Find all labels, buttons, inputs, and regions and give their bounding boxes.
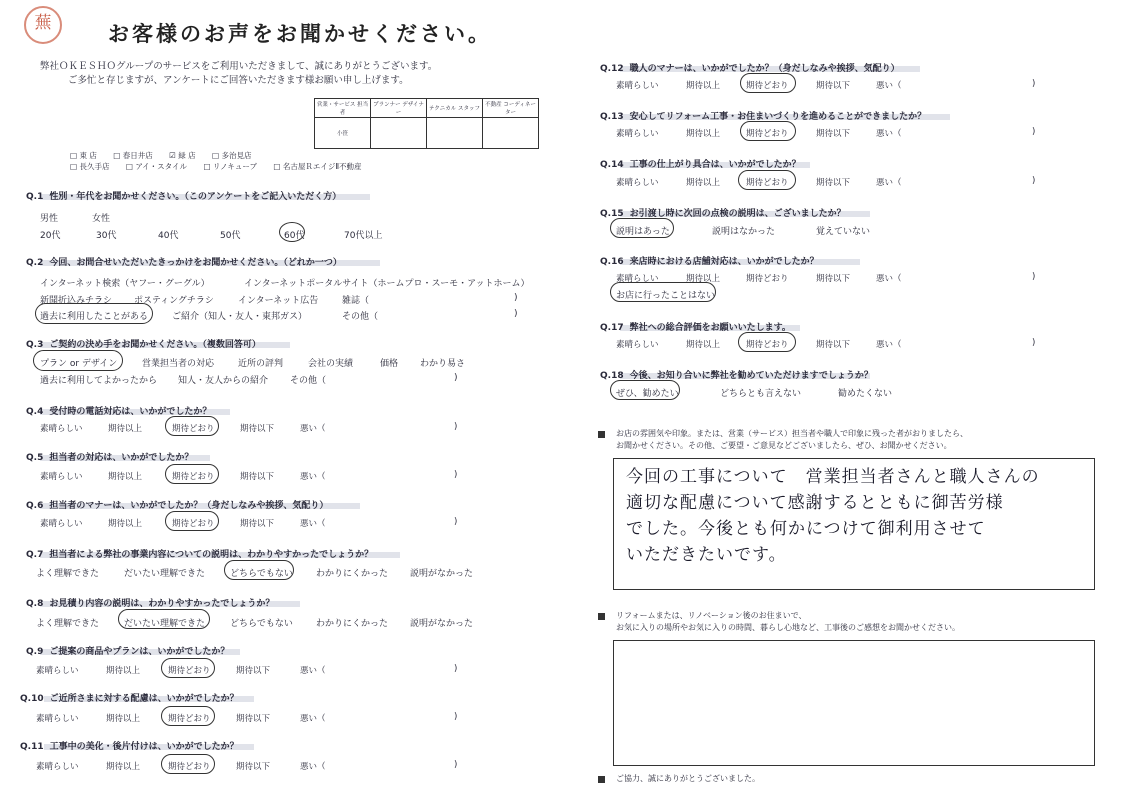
question-7: Q.7 担当者による弊社の事業内容についての説明は、わかりやすかったでしょうか？ [26, 550, 374, 560]
rating-excellent[interactable]: 素晴らしい [40, 472, 83, 482]
rating-above[interactable]: 期待以上 [106, 762, 141, 772]
rating-bad[interactable]: 悪い（ [876, 178, 902, 188]
option-other[interactable]: その他（ [290, 376, 327, 386]
question-6: Q.6 担当者のマナーは、いかがでしたか？（身だしなみや挨拶、気配り） [26, 501, 329, 511]
handwritten-comment [626, 464, 1040, 568]
answer-circle [224, 560, 294, 580]
bullet-square [598, 613, 605, 620]
rating-bad[interactable]: 悪い（ [876, 81, 902, 91]
option-posting-flyer[interactable]: ポスティングチラシ [134, 296, 214, 306]
store-checkbox[interactable]: □ 多治見店 [212, 151, 252, 160]
rating-expected[interactable]: 期待どおり [172, 519, 215, 529]
option-past-good[interactable]: 過去に利用してよかったから [40, 376, 158, 386]
rating-below[interactable]: 期待以下 [816, 81, 851, 91]
rating-expected[interactable]: 期待どおり [168, 666, 211, 676]
rating-excellent[interactable]: 素晴らしい [36, 666, 79, 676]
option-friend-referral[interactable]: 知人・友人からの紹介 [178, 376, 269, 386]
rating-above[interactable]: 期待以上 [686, 81, 721, 91]
store-checkbox[interactable]: □ アイ・スタイル [125, 162, 188, 171]
rating-excellent[interactable]: 素晴らしい [36, 762, 79, 772]
rating-expected[interactable]: 期待どおり [746, 129, 789, 139]
rating-excellent[interactable]: 素晴らしい [616, 340, 659, 350]
staff-realestate-name[interactable] [483, 118, 539, 149]
rating-bad[interactable]: 悪い（ [300, 424, 326, 434]
option-plan-design[interactable]: プラン or デザイン [40, 359, 118, 369]
store-checklist [70, 150, 376, 172]
rating-below[interactable]: 期待以下 [240, 424, 275, 434]
store-checkbox[interactable]: □ 春日井店 [113, 151, 153, 160]
rating-bad[interactable]: 悪い（ [300, 519, 326, 529]
rating-below[interactable]: 期待以下 [236, 714, 271, 724]
store-checkbox[interactable]: □ 名古屋ＲエイジⅡ不動産 [273, 162, 362, 171]
handwritten-line-1: 今回の工事について 営業担当者さんと職人さんの [626, 467, 1040, 487]
question-9: Q.9 ご提案の商品やプランは、いかがでしたか？ [26, 647, 230, 657]
answer-circle [161, 706, 215, 726]
store-checkbox[interactable]: □ リノキューブ [203, 162, 257, 171]
close-paren: ) [514, 293, 518, 303]
option-70s[interactable]: 70代以上 [344, 231, 383, 241]
option-track-record[interactable]: 会社の実績 [308, 359, 354, 369]
option-understood-well[interactable]: よく理解できた [36, 569, 100, 579]
option-female[interactable]: 女性 [92, 214, 111, 224]
close-paren: ) [1032, 79, 1036, 89]
option-past-user[interactable]: 過去に利用したことがある [40, 312, 149, 322]
answer-circle [161, 658, 215, 678]
page-title: お客様のお声をお聞かせください。 [108, 22, 492, 46]
question-15: Q.15 お引渡し時に次回の点検の説明は、ございましたか？ [600, 209, 846, 219]
company-seal: 蕪 [24, 6, 62, 44]
answer-circle [165, 464, 219, 484]
rating-bad[interactable]: 悪い（ [876, 340, 902, 350]
option-40s[interactable]: 40代 [158, 231, 179, 241]
answer-circle [165, 511, 219, 531]
bullet-square [598, 776, 605, 783]
close-paren: ) [454, 760, 458, 770]
rating-below[interactable]: 期待以下 [240, 519, 275, 529]
rating-expected[interactable]: 期待どおり [168, 762, 211, 772]
option-neutral[interactable]: どちらでもない [230, 619, 293, 629]
option-30s[interactable]: 30代 [96, 231, 117, 241]
comment-prompt-1: お店の雰囲気や印象。または、営業（サービス）担当者や職人で印象に残った者がおりましたら、 お聞かせください。その他、ご要望・ご意見などございましたら、ぜひ、お聞かせください。 [616, 429, 968, 450]
staff-header-technical: テクニカル スタッフ [427, 99, 483, 118]
rating-below[interactable]: 期待以下 [816, 340, 851, 350]
option-mostly-understood[interactable]: だいたい理解できた [124, 569, 206, 579]
question-11: Q.11 工事中の美化・後片付けは、いかがでしたか？ [20, 742, 239, 752]
question-5: Q.5 担当者の対応は、いかがでしたか？ [26, 453, 194, 463]
rating-below[interactable]: 期待以下 [816, 178, 851, 188]
comment-prompt-2: リフォームまたは、リノベーション後のお住まいで、 お気に入りの場所やお気に入りの時間、暮らし心地など、工事後のご感想をお聞かせください。 [616, 611, 960, 632]
rating-above[interactable]: 期待以上 [686, 178, 721, 188]
question-17: Q.17 弊社への総合評価をお願いいたします。 [600, 323, 791, 333]
rating-excellent[interactable]: 素晴らしい [40, 519, 83, 529]
bullet-square [598, 431, 605, 438]
option-dont-remember[interactable]: 覚えていない [816, 227, 871, 237]
option-hard-to-understand[interactable]: わかりにくかった [316, 569, 389, 579]
close-paren: ) [1032, 338, 1036, 348]
rating-below[interactable]: 期待以下 [816, 274, 851, 284]
rating-bad[interactable]: 悪い（ [300, 666, 326, 676]
close-paren: ) [1032, 272, 1036, 282]
staff-header-planner: プランナー デザイナー [371, 99, 427, 118]
answer-circle [610, 380, 680, 400]
close-paren: ) [454, 664, 458, 674]
staff-header-realestate: 不動産 コーディネーター [483, 99, 539, 118]
question-1: Q.1 性別・年代をお聞かせください。（このアンケートをご記入いただく方） [26, 192, 342, 202]
rating-above[interactable]: 期待以上 [108, 519, 143, 529]
question-13: Q.13 安心してリフォーム工事・お住まいづくりを進めることができましたか？ [600, 112, 927, 122]
rating-expected[interactable]: 期待どおり [746, 274, 789, 284]
question-4: Q.4 受付時の電話対応は、いかがでしたか？ [26, 407, 212, 417]
question-18: Q.18 今後、お知り合いに弊社を勧めていただけますでしょうか？ [600, 371, 873, 381]
option-recommend[interactable]: ぜひ、勧めたい [616, 389, 679, 399]
option-internet-search[interactable]: インターネット検索（ヤフー・グーグル） [40, 279, 210, 289]
rating-excellent[interactable]: 素晴らしい [616, 81, 659, 91]
question-2: Q.2 今回、お問合せいただいたきっかけをお聞かせください。（どれか一つ） [26, 258, 342, 268]
intro-line-1: 弊社ＯＫＥＳＨＯグループのサービスをご利用いただきまして、誠にありがとうございます。 [40, 61, 438, 72]
option-undecided[interactable]: どちらとも言えない [720, 389, 802, 399]
rating-expected[interactable]: 期待どおり [172, 472, 215, 482]
staff-table [314, 98, 539, 149]
rating-below[interactable]: 期待以下 [236, 666, 271, 676]
close-paren: ) [454, 517, 458, 527]
option-60s[interactable]: 60代 [284, 231, 305, 241]
handwritten-line-3: でした。今後とも何かにつけて御利用させて [626, 519, 986, 539]
intro-line-2: ご多忙と存じますが、アンケートにご回答いただきます様お願い申し上げます。 [68, 75, 409, 86]
rating-expected[interactable]: 期待どおり [168, 714, 211, 724]
option-portal-site[interactable]: インターネットポータルサイト（ホームプロ・スーモ・アットホーム） [244, 279, 530, 289]
rating-above[interactable]: 期待以上 [108, 424, 143, 434]
option-referral[interactable]: ご紹介（知人・友人・東邦ガス） [172, 312, 308, 322]
option-20s[interactable]: 20代 [40, 231, 61, 241]
rating-excellent[interactable]: 素晴らしい [40, 424, 83, 434]
option-not-recommend[interactable]: 勧めたくない [838, 389, 893, 399]
staff-technical-name[interactable] [427, 118, 483, 149]
rating-excellent[interactable]: 素晴らしい [36, 714, 79, 724]
option-understood-well[interactable]: よく理解できた [36, 619, 100, 629]
rating-above[interactable]: 期待以上 [108, 472, 143, 482]
handwritten-line-4: いただきたいです。 [626, 545, 787, 565]
answer-circle [165, 416, 219, 436]
option-other[interactable]: その他（ [342, 312, 379, 322]
close-paren: ) [454, 373, 458, 383]
rating-excellent[interactable]: 素晴らしい [616, 274, 659, 284]
option-magazine[interactable]: 雑誌（ [342, 296, 370, 306]
close-paren: ) [1032, 127, 1036, 137]
rating-expected[interactable]: 期待どおり [746, 340, 789, 350]
close-paren: ) [1032, 176, 1036, 186]
answer-circle [740, 73, 796, 93]
rating-expected[interactable]: 期待どおり [746, 178, 789, 188]
option-50s[interactable]: 50代 [220, 231, 241, 241]
rating-excellent[interactable]: 素晴らしい [616, 178, 659, 188]
rating-expected[interactable]: 期待どおり [172, 424, 215, 434]
rating-above[interactable]: 期待以上 [106, 666, 141, 676]
option-explained[interactable]: 説明はあった [616, 227, 670, 237]
rating-bad[interactable]: 悪い（ [876, 129, 902, 139]
intro-text [40, 60, 437, 88]
rating-expected[interactable]: 期待どおり [746, 81, 789, 91]
answer-circle [161, 754, 215, 774]
rating-above[interactable]: 期待以上 [106, 714, 141, 724]
rating-above[interactable]: 期待以上 [686, 129, 721, 139]
rating-bad[interactable]: 悪い（ [300, 472, 326, 482]
rating-above[interactable]: 期待以上 [686, 340, 721, 350]
staff-sales-name[interactable]: 小笹 [315, 118, 371, 149]
staff-header-sales: 営業・サービス 担当者 [315, 99, 371, 118]
rating-below[interactable]: 期待以下 [240, 472, 275, 482]
option-mostly-understood[interactable]: だいたい理解できた [124, 619, 206, 629]
rating-excellent[interactable]: 素晴らしい [616, 129, 659, 139]
answer-circle [738, 332, 796, 352]
question-3: Q.3 ご契約の決め手をお聞かせください。（複数回答可） [26, 340, 261, 350]
rating-bad[interactable]: 悪い（ [300, 762, 326, 772]
question-16: Q.16 来店時における店舗対応は、いかがでしたか？ [600, 257, 819, 267]
option-price[interactable]: 価格 [380, 359, 399, 369]
store-checkbox-checked[interactable]: ☑ 緑 店 [169, 151, 196, 160]
question-12: Q.12 職人のマナーは、いかがでしたか？（身だしなみや挨拶、気配り） [600, 64, 900, 74]
answer-circle [33, 350, 123, 371]
option-clarity[interactable]: わかり易さ [420, 359, 466, 369]
staff-planner-name[interactable] [371, 118, 427, 149]
option-not-explained[interactable]: 説明はなかった [712, 227, 776, 237]
store-checkbox[interactable]: □ 東 店 [70, 151, 97, 160]
question-10: Q.10 ご近所さまに対する配慮は、いかがでしたか？ [20, 694, 239, 704]
rating-above[interactable]: 期待以上 [686, 274, 721, 284]
close-paren: ) [454, 422, 458, 432]
answer-circle [740, 121, 796, 141]
rating-bad[interactable]: 悪い（ [876, 274, 902, 284]
option-hard-to-understand[interactable]: わかりにくかった [316, 619, 389, 629]
option-neutral[interactable]: どちらでもない [230, 569, 293, 579]
option-sales-response[interactable]: 営業担当者の対応 [142, 359, 215, 369]
question-14: Q.14 工事の仕上がり具合は、いかがでしたか？ [600, 160, 801, 170]
option-no-explanation[interactable]: 説明がなかった [410, 619, 474, 629]
thanks-text: ご協力、誠にありがとうございました。 [616, 774, 760, 783]
answer-circle [738, 170, 796, 190]
option-never-visited[interactable]: お店に行ったことはない [616, 291, 716, 301]
option-male[interactable]: 男性 [40, 214, 59, 224]
answer-circle [118, 609, 210, 629]
option-internet-ad[interactable]: インターネット広告 [238, 296, 319, 306]
option-reputation[interactable]: 近所の評判 [238, 359, 284, 369]
close-paren: ) [454, 470, 458, 480]
rating-below[interactable]: 期待以下 [236, 762, 271, 772]
option-no-explanation[interactable]: 説明がなかった [410, 569, 474, 579]
option-newspaper-flyer[interactable]: 新聞折込みチラシ [40, 296, 113, 306]
rating-below[interactable]: 期待以下 [816, 129, 851, 139]
handwritten-line-2: 適切な配慮について感謝するとともに御苦労様 [626, 493, 1004, 513]
comment-box-2[interactable] [613, 640, 1095, 766]
rating-bad[interactable]: 悪い（ [300, 714, 326, 724]
question-8: Q.8 お見積り内容の説明は、わかりやすかったでしょうか？ [26, 599, 275, 609]
answer-circle [610, 282, 716, 302]
close-paren: ) [514, 309, 518, 319]
answer-circle [279, 222, 305, 242]
close-paren: ) [454, 712, 458, 722]
store-checkbox[interactable]: □ 長久手店 [70, 162, 110, 171]
answer-circle [35, 303, 153, 324]
answer-circle [610, 218, 674, 238]
